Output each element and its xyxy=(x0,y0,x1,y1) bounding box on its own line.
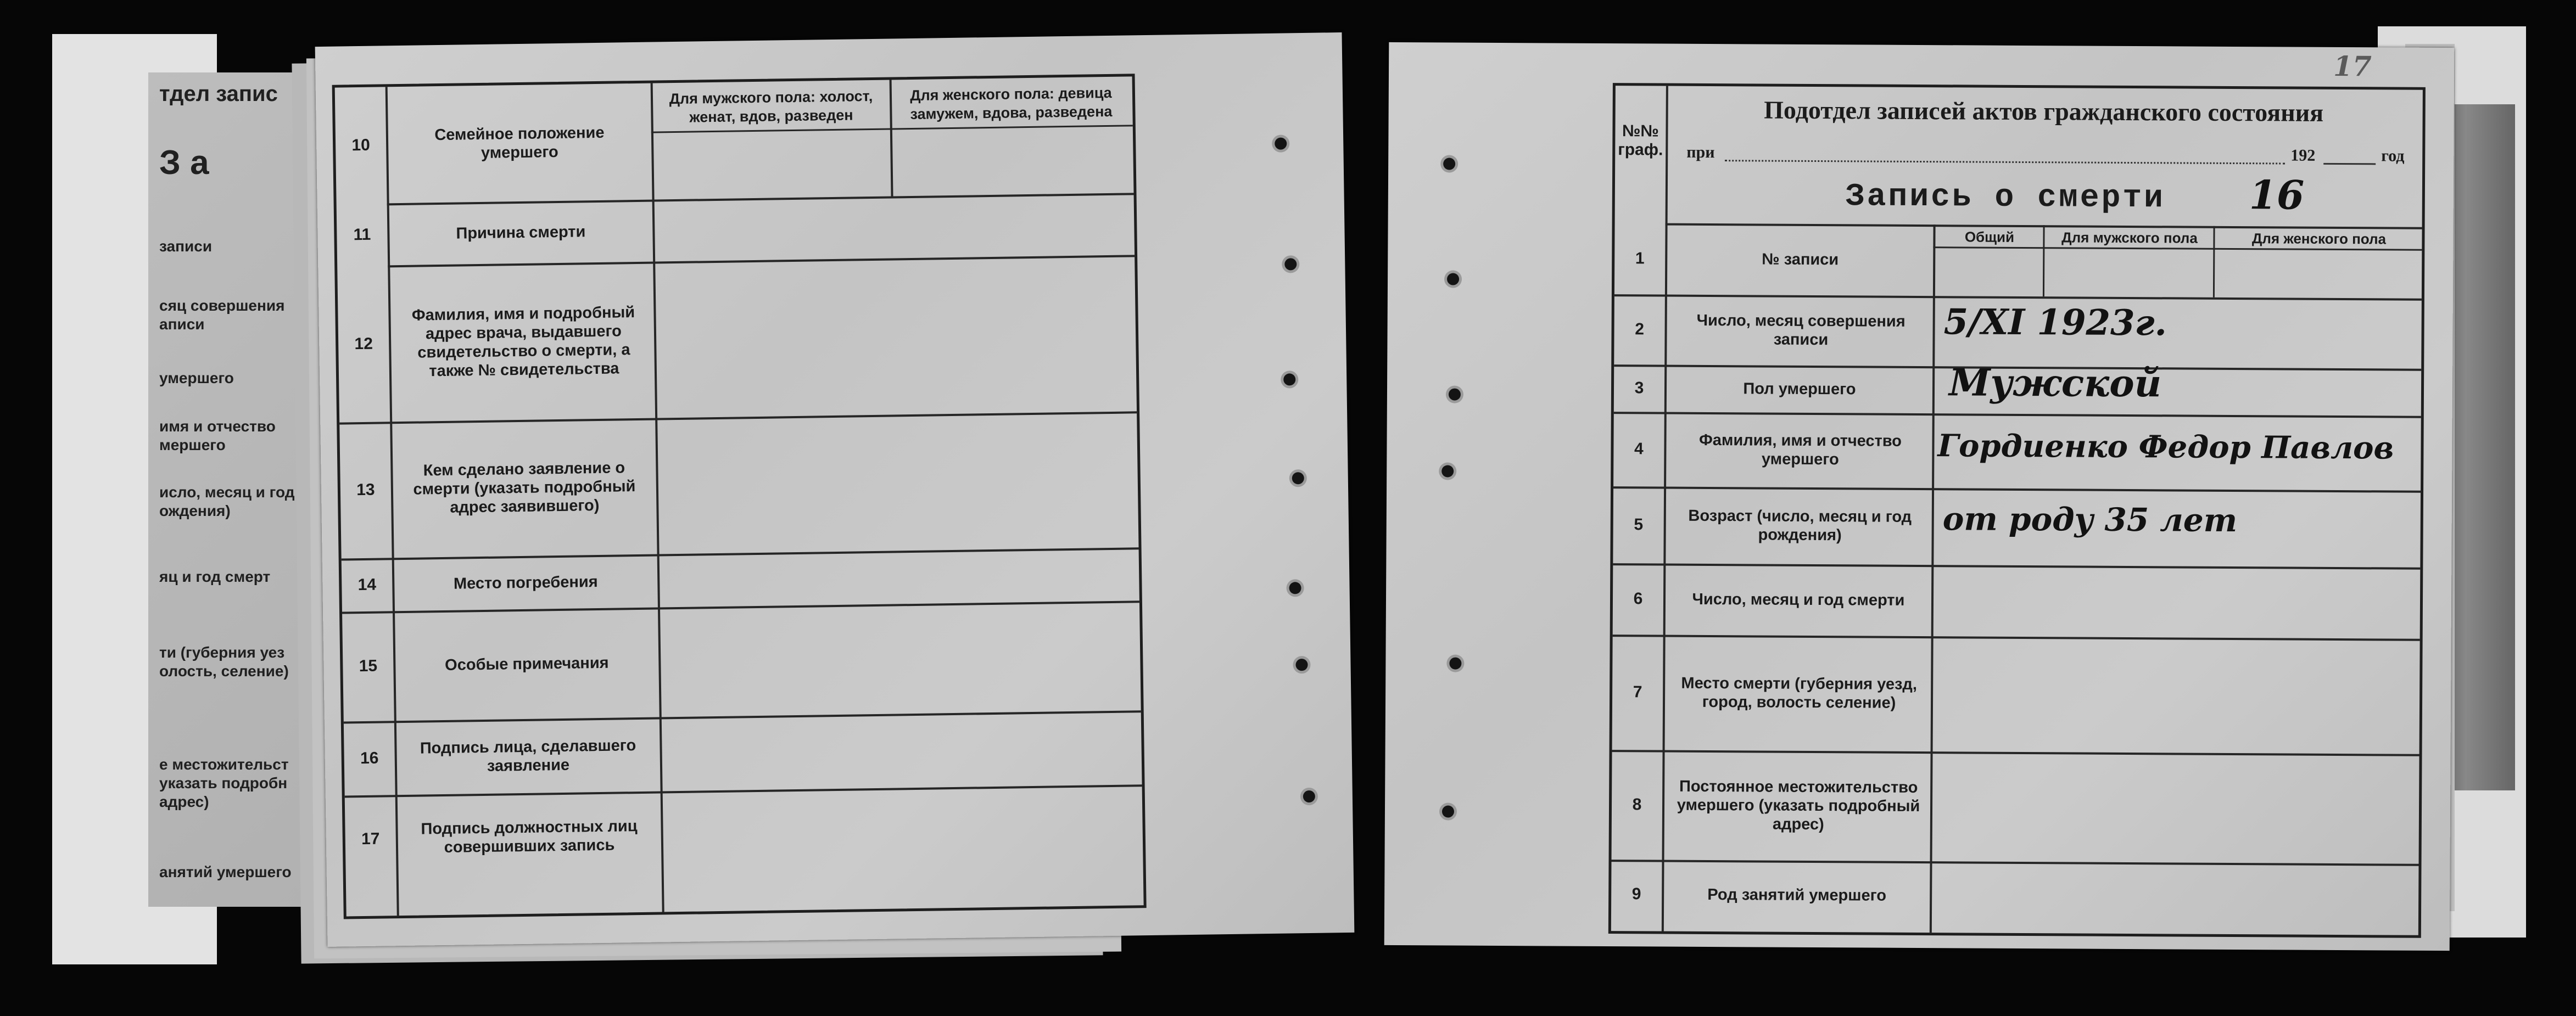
row-label: Подпись лица, сделавшего заявление xyxy=(420,736,636,775)
left-form-table xyxy=(332,74,1147,919)
row-label: Особые примечания xyxy=(444,654,609,674)
row-label: Фамилия, имя и подробный адрес врача, выдавшего свидетельство о смерти, а также № свидетельства xyxy=(411,303,635,380)
fragment-7: яц и год смерт xyxy=(159,568,271,585)
fragment-9: е местожительст указать подробн адрес) xyxy=(159,756,289,810)
binding-hole xyxy=(1443,158,1455,170)
corner-page-mark: 17 xyxy=(2333,49,2372,83)
column-header-numbers: №№ граф. xyxy=(1618,122,1663,159)
binding-hole xyxy=(1449,658,1461,670)
binding-hole xyxy=(1289,582,1301,594)
row-number: 9 xyxy=(1631,884,1641,903)
row-label: Причина смерти xyxy=(456,222,586,243)
record-col-general: Общий xyxy=(1964,228,2015,245)
binding-hole xyxy=(1441,465,1454,477)
row-label: Место погребения xyxy=(453,572,598,593)
row-label: Постоянное местожительство умершего (указать подробный адрес) xyxy=(1677,777,1920,834)
row-label: Число, месяц совершения записи xyxy=(1696,311,1906,349)
pri-label: при xyxy=(1686,143,1715,162)
fragment-5: имя и отчество мершего xyxy=(159,418,276,453)
row-number: 13 xyxy=(356,480,375,499)
row-label: Подпись должностных лиц совершивших запись xyxy=(421,817,638,856)
right-form-table xyxy=(1608,83,2426,938)
row-label: Семейное положение умершего xyxy=(434,124,605,162)
row-number: 10 xyxy=(351,136,371,155)
fragment-3: сяц совершения аписи xyxy=(159,297,285,333)
row-label: Кем сделано заявление о смерти (указать подробный адрес заявившего) xyxy=(413,459,636,517)
left-page xyxy=(315,32,1355,947)
right-page xyxy=(1384,42,2455,951)
subtitle-line xyxy=(1846,169,2340,227)
row-label: № записи xyxy=(1762,250,1839,269)
row-number: 1 xyxy=(1635,249,1645,268)
row-number: 12 xyxy=(354,334,373,353)
pri-underline xyxy=(1725,160,2285,164)
record-col-female: Для женского пола xyxy=(2251,230,2387,248)
binding-hole xyxy=(1284,258,1297,270)
binding-hole xyxy=(1283,373,1295,385)
row-label: Пол умершего xyxy=(1743,380,1856,398)
row-value-name: Гордиенко Федор Павлов xyxy=(1937,428,2394,467)
binding-hole xyxy=(1449,389,1461,401)
binding-hole xyxy=(1295,659,1307,671)
fragment-1: З а xyxy=(159,144,209,182)
pri-line xyxy=(1686,136,2411,172)
row-number: 17 xyxy=(361,829,380,849)
form-subtitle: Запись о смерти xyxy=(1845,179,2166,217)
row-value-date: 5/XI 1923г. xyxy=(1943,301,2167,344)
row-number: 3 xyxy=(1634,379,1644,397)
year-prefix: 192 xyxy=(2290,146,2316,165)
binding-hole xyxy=(1447,273,1459,285)
row-number: 5 xyxy=(1634,515,1644,534)
row-number: 15 xyxy=(359,656,378,676)
row-number: 16 xyxy=(360,749,379,767)
row-label: Фамилия, имя и отчество умершего xyxy=(1699,431,1902,469)
year-suffix: год xyxy=(2381,147,2405,165)
binding-hole xyxy=(1292,472,1304,484)
record-number: 16 xyxy=(2249,171,2305,218)
fragment-10: анятий умершего xyxy=(159,863,292,880)
row-label: Число, месяц и год смерти xyxy=(1692,590,1905,609)
header-male-status: Для мужского пола: холост, женат, вдов, разведен xyxy=(669,87,873,126)
year-underline xyxy=(2323,163,2376,165)
fragment-6: исло, месяц и год ождения) xyxy=(159,484,295,519)
row-number: 6 xyxy=(1633,590,1643,608)
fragment-2: записи xyxy=(159,238,213,255)
row-number: 11 xyxy=(353,225,371,244)
row-label: Род занятий умершего xyxy=(1707,885,1887,905)
fragment-8: ти (губерния уез олость, селение) xyxy=(159,644,289,680)
row-number: 2 xyxy=(1635,320,1645,339)
back-sheet xyxy=(148,72,313,907)
record-col-male: Для мужского пола xyxy=(2061,229,2198,246)
left-col-divider-label xyxy=(651,83,664,912)
row-number: 8 xyxy=(1632,795,1642,814)
row-label: Возраст (число, месяц и год рождения) xyxy=(1688,507,1912,545)
row-value-age: от роду 35 лет xyxy=(1942,500,2238,540)
row-number: 14 xyxy=(357,575,377,594)
binding-hole xyxy=(1442,805,1454,817)
binding-hole xyxy=(1275,137,1287,149)
row-label: Место смерти (губерния уезд, город, волость селение) xyxy=(1681,674,1918,712)
binding-hole xyxy=(1303,790,1315,802)
row-number: 7 xyxy=(1633,683,1642,701)
header-female-status: Для женского пола: девица замужем, вдова, разведена xyxy=(910,84,1113,123)
row-number: 4 xyxy=(1634,440,1644,458)
fragment-0: тдел запис xyxy=(159,82,278,106)
fragment-4: умершего xyxy=(159,369,234,386)
form-title: Подотдел записей актов гражданского состояния xyxy=(1764,96,2324,127)
row-value-sex: Мужской xyxy=(1948,361,2162,406)
